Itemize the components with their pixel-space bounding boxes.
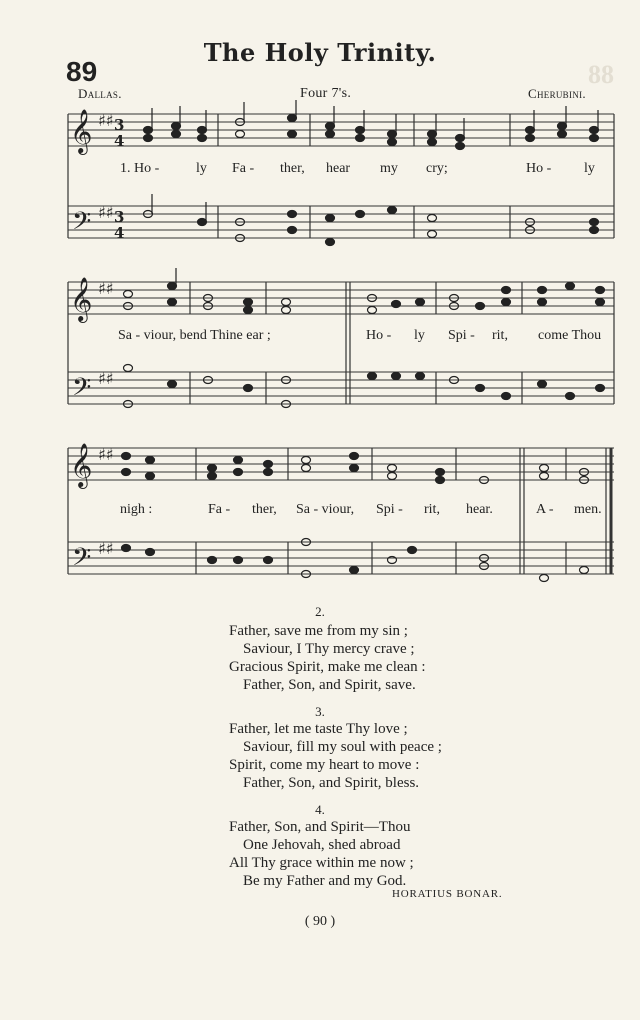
lyric: A - [536,502,554,517]
stanza-number: 2. [315,604,325,619]
stanza-line: Father, Son, and Spirit, save. [243,677,416,693]
lyric: nigh : [120,502,153,517]
lyric: ther, [252,502,277,517]
music-system-1 [0,100,640,260]
lyric: hear [326,161,351,176]
lyric: Ho - [366,328,392,343]
music-system-2 [0,264,640,424]
author: HORATIUS BONAR. [392,888,503,900]
treble-clef: 𝄞 [70,443,93,487]
lyric: men. [574,502,602,517]
stanza-line: Spirit, come my heart to move : [229,757,420,773]
key-signature-bass: ♯♯ [98,369,114,388]
key-signature-treble: ♯♯ [98,111,114,130]
tune-name-right: Cherubini. [528,86,586,101]
key-signature-treble: ♯♯ [98,279,114,298]
lyric: hear. [466,502,493,517]
lyric: rit, [492,328,508,343]
hymn-number: 89 [66,56,98,87]
lyric: Spi - [448,328,475,343]
stanza-line: Father, Son, and Spirit, bless. [243,775,420,791]
lyric: my [380,161,398,176]
lyric: Sa - viour, bend Thine ear ; [118,328,271,343]
stanza-line: Saviour, I Thy mercy crave ; [243,641,415,657]
lyric: Spi - [376,502,403,517]
lyric: Sa - viour, [296,502,355,517]
lyric: ther, [280,161,305,176]
treble-clef: 𝄞 [70,277,93,321]
lyric: ly [196,161,207,176]
time-signature-bass: 3 [114,208,125,226]
stanza-line: Father, Son, and Spirit—Thou [229,819,411,835]
lyric: 1. Ho - [120,161,160,176]
key-signature-treble: ♯♯ [98,445,114,464]
lyric: Fa - [208,502,231,517]
stanza-line: Father, save me from my sin ; [229,623,408,639]
stanza-line: Saviour, fill my soul with peace ; [243,739,442,755]
barlines [68,282,614,404]
stanza-line: One Jehovah, shed abroad [243,837,401,853]
treble-staff [68,282,614,314]
key-signature-bass: ♯♯ [98,203,114,222]
stanza-number: 4. [315,802,325,817]
time-signature-treble: 3 [114,116,125,134]
tune-name-left: Dallas. [78,86,122,101]
bass-clef: 𝄢 [72,543,92,578]
stanza-number: 3. [315,704,325,719]
lyric: cry; [426,161,448,176]
bass-staff [68,372,614,404]
lyric: Fa - [232,161,255,176]
lyric: rit, [424,502,440,517]
bass-clef: 𝄢 [72,373,92,408]
stanza-line: Father, let me taste Thy love ; [229,721,408,737]
bleed-through-number: 88 [588,60,614,89]
lyric: come Thou [538,328,602,343]
music-system-3 [0,432,640,592]
key-signature-bass: ♯♯ [98,539,114,558]
stanza-line: Be my Father and my God. [243,873,407,889]
lyric: Ho - [526,161,552,176]
page-number: ( 90 ) [304,914,336,929]
bass-clef: 𝄢 [72,207,92,242]
time-signature-treble-lower: 4 [114,132,125,150]
stanza-line: Gracious Spirit, make me clean : [229,659,426,675]
stanza-line: All Thy grace within me now ; [229,855,414,871]
time-signature-bass-lower: 4 [114,224,125,242]
lyric: ly [414,328,425,343]
bass-staff [68,542,614,574]
treble-clef: 𝄞 [70,109,93,153]
meter: Four 7's. [300,86,352,101]
lyric: ly [584,161,595,176]
hymn-title: The Holy Trinity. [203,38,437,67]
